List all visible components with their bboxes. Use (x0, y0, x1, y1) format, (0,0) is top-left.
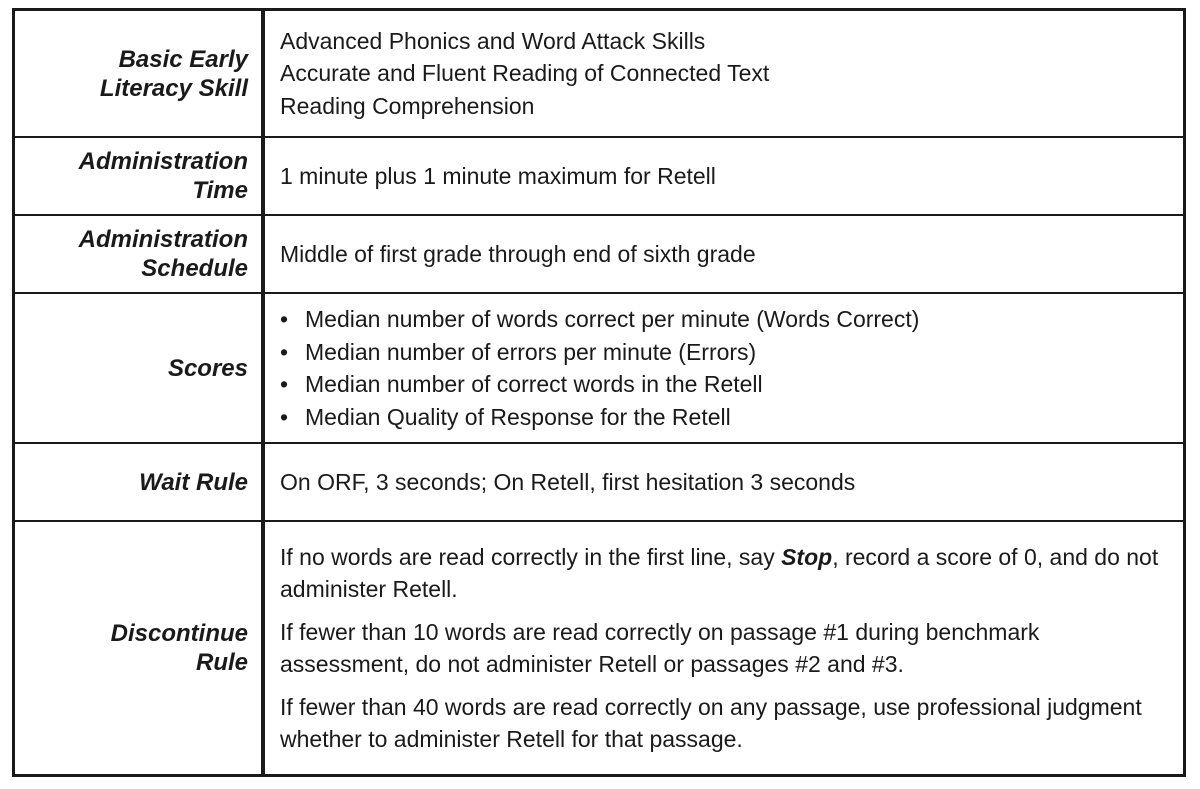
row-basic-early-literacy-skill (15, 11, 1183, 138)
content-cell (265, 444, 1183, 520)
bullet-icon: • (280, 371, 289, 397)
bullet-icon: • (280, 338, 289, 365)
row-label: Administration Schedule (78, 226, 248, 282)
skill-line: Advanced Phonics and Word Attack Skills (280, 27, 706, 54)
row-wait-rule (15, 444, 1183, 522)
wait-rule-text: On ORF, 3 seconds; On Retell, first hesitation 3 seconds (280, 468, 856, 495)
label-cell (15, 294, 265, 442)
row-discontinue-rule (15, 522, 1183, 774)
stop-emphasis: Stop (781, 543, 833, 570)
row-administration-time (15, 138, 1183, 216)
score-bullet-item (280, 336, 1169, 369)
score-text: Median number of words correct per minute (Words Correct) (305, 306, 920, 332)
discontinue-paragraph: If fewer than 10 words are read correctly on passage #1 during benchmark assessment, do not administer Retell or passages #2 and #3. (280, 618, 1040, 677)
time-text: 1 minute plus 1 minute maximum for Retell (280, 162, 716, 189)
score-text: Median number of errors per minute (Errors) (305, 338, 757, 365)
row-label: Wait Rule (139, 468, 248, 496)
content-cell (265, 294, 1183, 442)
bullet-icon: • (280, 306, 289, 332)
label-cell (15, 522, 265, 774)
row-label: Basic Early Literacy Skill (99, 45, 248, 102)
content-cell (265, 216, 1183, 292)
row-label: Discontinue Rule (110, 620, 248, 676)
score-text: Median Quality of Response for the Retell (305, 403, 731, 430)
row-label: Administration Time (78, 148, 248, 204)
content-cell (265, 522, 1183, 774)
score-bullet-item (280, 368, 1169, 401)
content-cell (265, 138, 1183, 214)
schedule-text: Middle of first grade through end of sixth grade (280, 240, 756, 267)
discontinue-paragraph (280, 541, 1169, 606)
discontinue-paragraph: If fewer than 40 words are read correctly on any passage, use professional judgment whether to administer Retell for that passage. (280, 693, 1142, 752)
skill-line: Reading Comprehension (280, 92, 535, 119)
score-bullet-item (280, 303, 1169, 336)
row-label: Scores (167, 354, 248, 382)
paragraph-text: , record a score of 0, and do not administer Retell. (280, 543, 1159, 602)
label-cell (15, 138, 265, 214)
test-info-table (12, 8, 1186, 777)
score-text: Median number of correct words in the Retell (305, 371, 763, 397)
skill-line: Accurate and Fluent Reading of Connected Text (280, 60, 770, 87)
row-scores (15, 294, 1183, 444)
label-cell (15, 11, 265, 136)
paragraph-text: If no words are read correctly in the first line, say (280, 543, 782, 570)
score-bullet-item (280, 401, 1169, 434)
content-cell (265, 11, 1183, 136)
label-cell (15, 444, 265, 520)
row-administration-schedule (15, 216, 1183, 294)
label-cell (15, 216, 265, 292)
bullet-icon: • (280, 403, 289, 430)
